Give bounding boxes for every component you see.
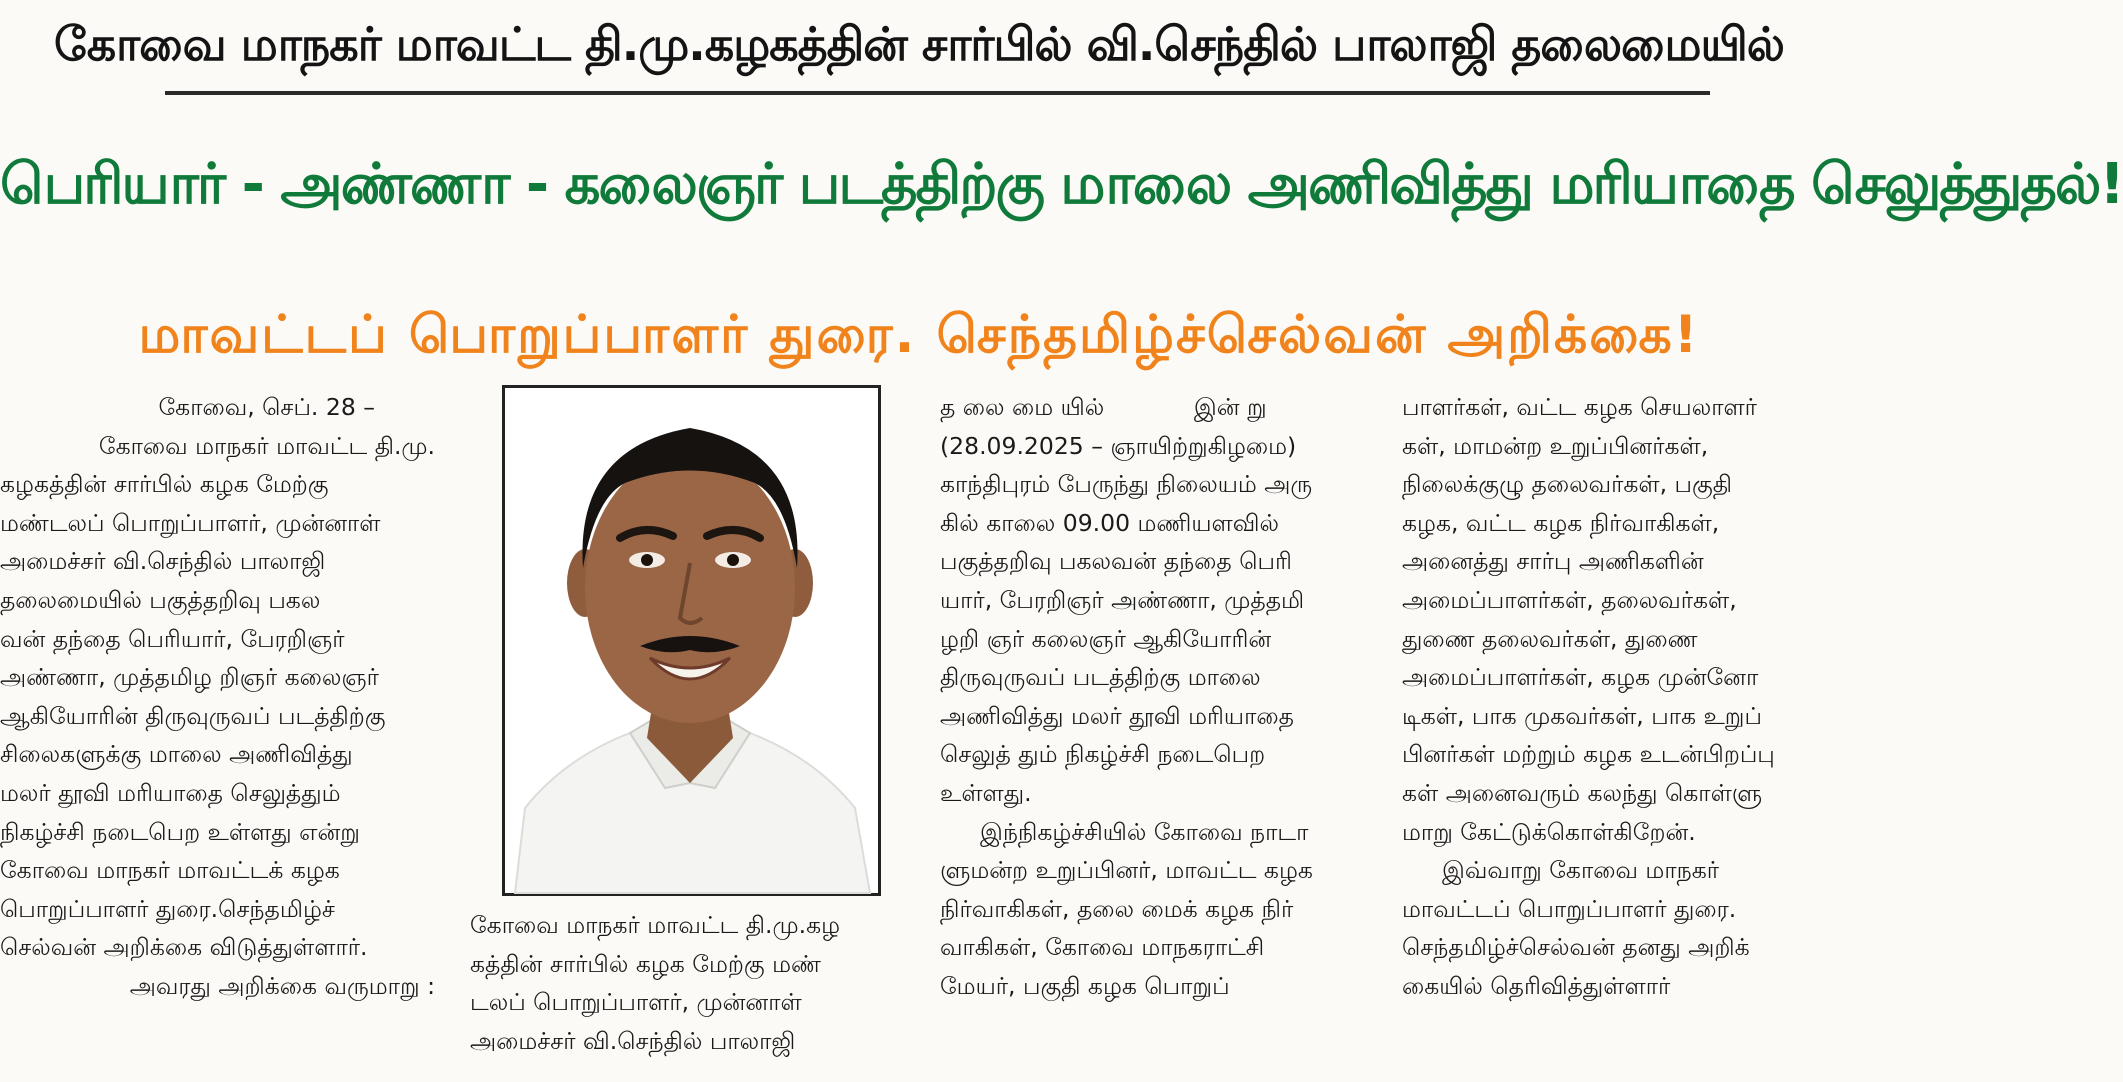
kicker-line: கோவை மாநகர் மாவட்ட தி.மு.கழகத்தின் சார்பில் வி.செந்தில் பாலாஜி தலைமையில் <box>54 17 1784 71</box>
text-line: நிர்வாகிகள், தலை மைக் கழக நிர் <box>940 894 1294 923</box>
main-headline: பெரியார் - அண்ணா - கலைஞர் படத்திற்கு மாலை அணிவித்து மரியாதை செலுத்துதல்! <box>0 152 2123 217</box>
text-line: மாவட்டப் பொறுப்பாளர் துரை. <box>1402 894 1737 923</box>
text-line: செந்தமிழ்ச்செல்வன் தனது அறிக் <box>1402 933 1750 962</box>
text-line: கள் அனைவரும் கலந்து கொள்ளு <box>1402 778 1763 807</box>
text-line: ழறி ஞர் கலைஞர் ஆகியோரின் <box>940 624 1272 653</box>
text-line: மாறு கேட்டுக்கொள்கிறேன். <box>1402 817 1696 846</box>
caption-line: அமைச்சர் வி.செந்தில் பாலாஜி <box>470 1026 796 1055</box>
dateline: கோவை, செப். 28 – <box>158 393 375 421</box>
text-line: பினர்கள் மற்றும் கழக உடன்பிறப்பு <box>1402 740 1775 769</box>
text-line: நிலைக்குழு தலைவர்கள், பகுதி <box>1402 470 1733 499</box>
text-line: மலர் தூவி மரியாதை செலுத்தும் <box>0 778 341 807</box>
text-line: துணை தலைவர்கள், துணை <box>1402 624 1698 653</box>
text-line: செலுத் தும் நிகழ்ச்சி நடைபெற <box>940 740 1266 769</box>
text-line: வன் தந்தை பெரியார், பேரறிஞர் <box>0 624 345 653</box>
text-line: அமைப்பாளர்கள், தலைவர்கள், <box>1402 585 1737 614</box>
text-line: இவ்வாறு கோவை மாநகர் <box>1442 856 1719 885</box>
portrait-photo <box>502 385 881 896</box>
text-line: மண்டலப் பொறுப்பாளர், முன்னாள் <box>0 508 381 537</box>
article-column-2 <box>940 388 1370 1006</box>
text-line: அவரது அறிக்கை வருமாறு : <box>129 971 435 1000</box>
text-line: அண்ணா, முத்தமிழ றிஞர் கலைஞர் <box>0 663 379 692</box>
sub-headline: மாவட்டப் பொறுப்பாளர் துரை. செந்தமிழ்ச்செல்வன் அறிக்கை! <box>138 305 1700 365</box>
kicker-divider <box>165 91 1710 95</box>
caption-line: கோவை மாநகர் மாவட்ட தி.மு.கழ <box>470 911 841 939</box>
text-line: கையில் தெரிவித்துள்ளார் <box>1402 971 1671 1000</box>
text-line: செல்வன் அறிக்கை விடுத்துள்ளார். <box>0 933 368 962</box>
text-line: (28.09.2025 – ஞாயிற்றுகிழமை) <box>940 431 1297 460</box>
text-line: கில் காலை 09.00 மணியளவில் <box>940 508 1279 537</box>
text-line: சிலைகளுக்கு மாலை அணிவித்து <box>0 740 353 769</box>
text-line: அமைச்சர் வி.செந்தில் பாலாஜி <box>0 547 326 576</box>
caption-line: டலப் பொறுப்பாளர், முன்னாள் <box>470 988 802 1017</box>
text-line: கள், மாமன்ற உறுப்பினர்கள், <box>1402 431 1709 460</box>
text-line: வாகிகள், கோவை மாநகராட்சி <box>940 933 1265 962</box>
text-line: கழகத்தின் சார்பில் கழக மேற்கு <box>0 470 329 499</box>
text-line: அணிவித்து மலர் தூவி மரியாதை <box>940 701 1294 730</box>
text-line: அமைப்பாளர்கள், கழக முன்னோ <box>1402 663 1759 692</box>
text-line: டிகள், பாக முகவர்கள், பாக உறுப் <box>1402 701 1762 730</box>
text-line: கோவை மாநகர் மாவட்ட தி.மு. <box>98 431 435 460</box>
text-line: திருவுருவப் படத்திற்கு மாலை <box>940 663 1261 692</box>
caption-line: கத்தின் சார்பில் கழக மேற்கு மண் <box>470 949 821 978</box>
text-line: மேயர், பகுதி கழக பொறுப் <box>940 971 1230 1000</box>
portrait-illustration <box>505 388 878 893</box>
text-line: கோவை மாநகர் மாவட்டக் கழக <box>0 856 340 885</box>
text-line: பாளர்கள், வட்ட கழக செயலாளர் <box>1402 393 1757 421</box>
text-line: த லை மை யில் இன் று <box>940 393 1267 421</box>
text-line: தலைமையில் பகுத்தறிவு பகல <box>0 585 321 614</box>
text-line: யார், பேரறிஞர் அண்ணா, முத்தமி <box>940 585 1305 614</box>
article-column-1 <box>0 388 435 1006</box>
photo-caption <box>470 906 905 1060</box>
text-line: பகுத்தறிவு பகலவன் தந்தை பெரி <box>940 547 1292 576</box>
text-line: உள்ளது. <box>940 778 1032 807</box>
text-line: கழக, வட்ட கழக நிர்வாகிகள், <box>1402 508 1720 537</box>
text-line: அனைத்து சார்பு அணிகளின் <box>1402 547 1704 576</box>
text-line: ஆகியோரின் திருவுருவப் படத்திற்கு <box>0 701 386 730</box>
text-line: காந்திபுரம் பேருந்து நிலையம் அரு <box>940 470 1313 499</box>
text-line: இந்நிகழ்ச்சியில் கோவை நாடா <box>980 817 1309 846</box>
text-line: நிகழ்ச்சி நடைபெற உள்ளது என்று <box>0 817 360 846</box>
text-line: ளுமன்ற உறுப்பினர், மாவட்ட கழக <box>940 856 1313 885</box>
article-column-3 <box>1402 388 1832 1006</box>
text-line: பொறுப்பாளர் துரை.செந்தமிழ்ச் <box>0 894 335 923</box>
